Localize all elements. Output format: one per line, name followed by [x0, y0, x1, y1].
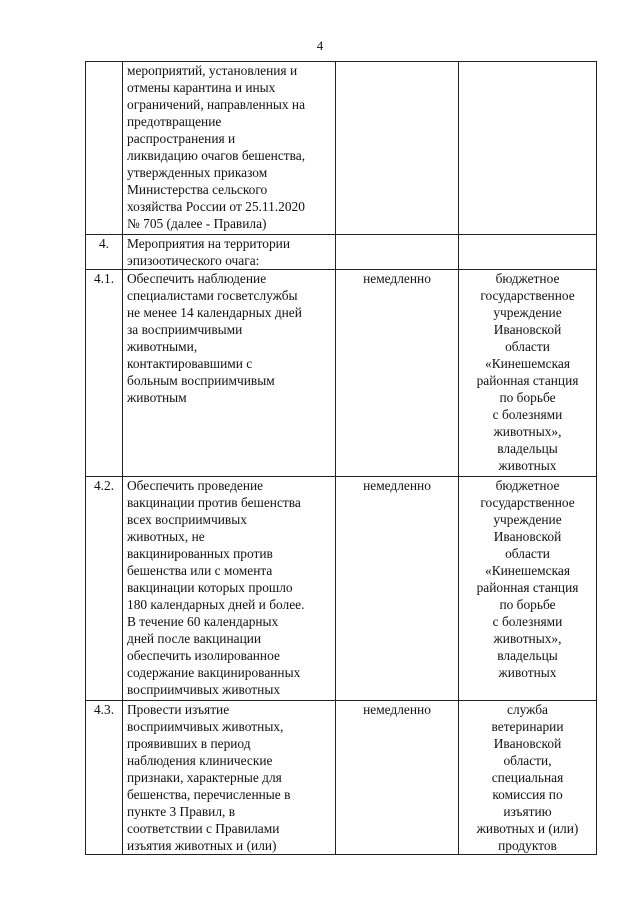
measure-text-line: вакцинации против бешенства	[127, 495, 301, 510]
row-number-cell: 4.2.	[86, 477, 123, 701]
measure-text-line: Министерства сельского	[127, 182, 268, 197]
measures-table	[85, 61, 597, 855]
measure-text-line: не менее 14 календарных дней	[127, 305, 302, 320]
responsible-line: Ивановской	[493, 736, 562, 751]
responsible-line: районная станция	[476, 373, 579, 388]
responsible-line: области	[505, 339, 550, 354]
measure-text-line: контактировавшими с	[127, 356, 253, 371]
responsible-line: продуктов	[498, 838, 557, 853]
table-row	[86, 235, 597, 270]
table-row	[86, 62, 597, 235]
responsible-cell	[459, 235, 597, 270]
responsible-line: государственное	[480, 495, 575, 510]
table-body	[86, 62, 597, 855]
responsible-line: комиссия по	[492, 787, 563, 802]
responsible-cell	[459, 62, 597, 235]
measure-text-line: Провести изъятие	[127, 702, 230, 717]
measure-text-line: отмены карантина и иных	[127, 80, 276, 95]
deadline-cell	[336, 235, 459, 270]
measure-text-line: за восприимчивыми	[127, 322, 243, 337]
measure-text-cell	[123, 701, 336, 855]
measure-text-line: восприимчивых животных,	[127, 719, 284, 734]
measure-text-line: всех восприимчивых	[127, 512, 247, 527]
responsible-line: специальная	[491, 770, 564, 785]
measure-text-line: эпизоотического очага:	[127, 253, 260, 268]
responsible-line: бюджетное	[495, 478, 560, 493]
measure-text-line: пункте 3 Правил, в	[127, 804, 236, 819]
table-row	[86, 270, 597, 477]
deadline-cell: немедленно	[336, 477, 459, 701]
measure-text-line: бешенства, перечисленные в	[127, 787, 291, 802]
responsible-line: владельцы	[497, 441, 558, 456]
responsible-line: с болезнями	[492, 407, 563, 422]
measure-text-cell	[123, 62, 336, 235]
measure-text-line: вакцинированных против	[127, 546, 273, 561]
deadline-cell: немедленно	[336, 701, 459, 855]
responsible-cell	[459, 270, 597, 477]
deadline-cell	[336, 62, 459, 235]
responsible-line: ветеринарии	[491, 719, 564, 734]
responsible-line: животных	[498, 665, 557, 680]
responsible-line: области,	[503, 753, 552, 768]
measure-text-line: № 705 (далее - Правила)	[127, 216, 267, 231]
measure-text-line: ликвидацию очагов бешенства,	[127, 148, 306, 163]
table-row	[86, 701, 597, 855]
table-row	[86, 477, 597, 701]
responsible-line: животных»,	[493, 424, 562, 439]
page-number: 4	[316, 38, 324, 53]
measure-text-line: восприимчивых животных	[127, 682, 281, 697]
measure-text-line: дней после вакцинации	[127, 631, 262, 646]
measure-text-line: Мероприятия на территории	[127, 236, 290, 251]
measure-text-line: Обеспечить наблюдение	[127, 271, 267, 286]
responsible-line: учреждение	[493, 512, 562, 527]
measure-text-line: распространения и	[127, 131, 236, 146]
responsible-line: области	[505, 546, 550, 561]
measure-text-line: проявивших в период	[127, 736, 251, 751]
measure-text-line: соответствии с Правилами	[127, 821, 280, 836]
measure-text-line: утвержденных приказом	[127, 165, 268, 180]
measure-text-line: Обеспечить проведение	[127, 478, 264, 493]
measure-text-cell	[123, 235, 336, 270]
responsible-line: Ивановской	[493, 529, 562, 544]
measure-text-cell	[123, 270, 336, 477]
measure-text-line: животным	[127, 390, 187, 405]
responsible-cell	[459, 701, 597, 855]
measure-text-line: признаки, характерные для	[127, 770, 282, 785]
measure-text-line: больным восприимчивым	[127, 373, 275, 388]
measure-text-line: 180 календарных дней и более.	[127, 597, 305, 612]
responsible-line: с болезнями	[492, 614, 563, 629]
measure-text-line: животными,	[127, 339, 198, 354]
responsible-line: государственное	[480, 288, 575, 303]
row-number-cell: 4.	[86, 235, 123, 270]
responsible-line: животных»,	[493, 631, 562, 646]
measure-text-line: бешенства или с момента	[127, 563, 273, 578]
measure-text-line: ограничений, направленных на	[127, 97, 306, 112]
measure-text-line: вакцинации которых прошло	[127, 580, 293, 595]
responsible-line: «Кинешемская	[485, 563, 570, 578]
measure-text-cell	[123, 477, 336, 701]
responsible-line: учреждение	[493, 305, 562, 320]
responsible-line: по борьбе	[499, 597, 556, 612]
measure-text-line: хозяйства России от 25.11.2020	[127, 199, 305, 214]
measure-text-line: содержание вакцинированных	[127, 665, 301, 680]
measure-text-line: обеспечить изолированное	[127, 648, 280, 663]
responsible-line: «Кинешемская	[485, 356, 570, 371]
responsible-line: Ивановской	[493, 322, 562, 337]
measure-text-line: животных, не	[127, 529, 205, 544]
responsible-line: изъятию	[503, 804, 552, 819]
responsible-line: по борьбе	[499, 390, 556, 405]
responsible-line: бюджетное	[495, 271, 560, 286]
responsible-line: животных и (или)	[476, 821, 579, 836]
responsible-line: районная станция	[476, 580, 579, 595]
row-number-cell: 4.1.	[86, 270, 123, 477]
responsible-line: служба	[507, 702, 548, 717]
measure-text-line: наблюдения клинические	[127, 753, 273, 768]
row-number-cell	[86, 62, 123, 235]
responsible-line: владельцы	[497, 648, 558, 663]
measure-text-line: В течение 60 календарных	[127, 614, 279, 629]
row-number-cell: 4.3.	[86, 701, 123, 855]
measure-text-line: специалистами госветслужбы	[127, 288, 298, 303]
responsible-line: животных	[498, 458, 557, 473]
measure-text-line: мероприятий, установления и	[127, 63, 298, 78]
responsible-cell	[459, 477, 597, 701]
measure-text-line: предотвращение	[127, 114, 222, 129]
measure-text-line: изъятия животных и (или)	[127, 838, 277, 853]
deadline-cell: немедленно	[336, 270, 459, 477]
